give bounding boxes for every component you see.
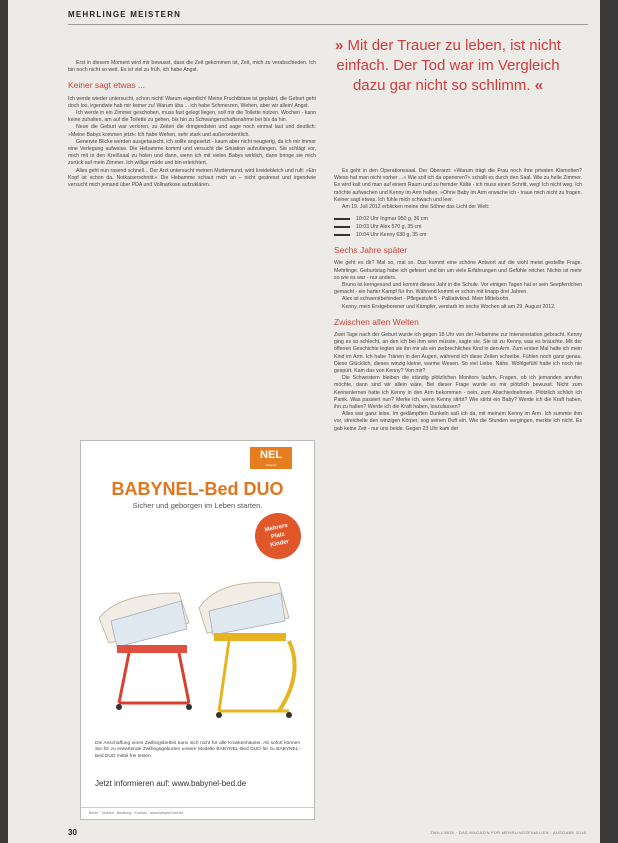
ad-title: BABYNEL-Bed DUO: [111, 479, 284, 499]
page-number: 30: [68, 828, 77, 837]
paragraph: Die Schwestern bleiben die ständig plötzlichen Monitors laufen, Fragen, ob ich jemanden anrufen möchte, dann sind wir allein wäre. Bei dieser Frage wurde es mir plötzlich bewusst. Nicht zum Kennenlernen hatte ich Kenny in den Arm bekommen - nein, zum Abschiednehmen. Plötzlich schlich ich Panik. Was passiert nun? Merke ich, wenn Kenny stirbt? Wie stirbt ein Baby? Werde ich die Kraft haben, ihn zu halten? Werde ich die Kraft haben, loszulassen?: [334, 375, 582, 411]
list-item: 10:02 Uhr Ingmar 950 g, 36 cm: [334, 215, 582, 223]
paragraph: Am 19. Juli 2012 erblicken meine drei Söhne das Licht der Welt:: [342, 204, 490, 211]
intro-paragraph: Erst in diesem Moment wird mir bewusst, dass die Zeit gekommen ist, Zeit, mich zu verabschieden. Ich bin noch nicht so weit. Es ist viel zu früh, ich habe Angst.: [68, 60, 316, 74]
paragraph: Kenny, mein Erstgeborener und Kämpfer, verstarb im sechs Wochen alt am 29. August 2012.: [342, 303, 556, 310]
bullet-dash-icon: [334, 234, 350, 236]
paragraph: Alles geht nun rasend schnell... Der Arzt untersucht meinen Muttermund, wird kreidebleich und ruft: »Ein Kopf ist schon da. Notkaiserschnitt.« Die Hebamme schaut mich an – nicht gestresst und irgendwie versucht mich jemand über PDA und Vollnarkose aufzuklären.: [68, 167, 316, 189]
magazine-page: [8, 0, 600, 843]
footer-credit: ZWILLINGE · DAS MAGAZIN FÜR MEHRLINGSFAMILIEN · AUSGABE 2018: [430, 830, 586, 835]
ad-badge: Mehrere Platz Kinder: [251, 509, 306, 564]
paragraph: Ich werde wieder untersucht, schon nicht! Warum eigentlich! Meine Fruchtblase ist geplatzt, die Geburt geht doch los, irgendwie hab mir keiner zu! Warum üba ... ich habe Schmerzen, Wehen, aber wir allein! Angst.: [68, 95, 316, 109]
ad-footer: Berlin · Verkauf · Beratung · Kontakt · www.babynel-bed.de: [81, 807, 314, 819]
section-header: MEHRLINGE MEISTERN: [68, 10, 182, 19]
advertisement[interactable]: [80, 440, 315, 820]
pull-quote: [328, 36, 568, 96]
quote-open-mark: »: [335, 37, 344, 54]
paragraph: Ich werde in ein Zimmer geschoben, muss fast gelegt liegen, soll mir die Toilette nutzen. Wochen - kann keine zuhalten, am auf die Toilette zu gehen, bis hin zu Schwangerschaftsnahme bei bis da hin.: [68, 110, 316, 124]
header-divider: [68, 24, 588, 25]
paragraph: Bruno ist kerngesund und kommt dieses Jahr in die Schule. Vor einigen Tagen hat er sein Seepferdchen gemacht - ein harter Kampf für ihn. Während kommt er schon mit knapp drei Jahren.: [334, 282, 582, 296]
paragraph: Wie geht es dir? Mal so, mal so. Das kommt eine schöne Antwort auf die wohl meist gestellte Frage. Mehrlinge. Geburtstag habe ich gefeiert und bin um viele Erfahrungen und Gefühle reicher. Nichts ist mehr so wie es war - nur anders.: [334, 260, 582, 281]
left-column: [68, 60, 316, 189]
right-column: [334, 168, 582, 433]
section-heading-3: Zwischen allen Welten: [334, 316, 419, 327]
list-item: 10:03 Uhr Alex 570 g, 35 cm: [334, 223, 582, 231]
paragraph: Alex ist schwerstbehindert - Pflegestufe 5 - Palliativkind. Mein Mittelsohn.: [342, 296, 510, 303]
paragraph: Es geht in den Operationssaal. Der Oberarzt: »Warum trägt die Frau noch ihre privaten Klamotten? Wieso hat man nicht vorher ...« Wie soll ich da operieren?« schallt es durch den Saal. Wie zu helle Zimmer. Es wird kalt und man auf einem Raum und zu fremder Kälte - ich muss einen Schritt, weg! Ich nicht weg. Ich möchte aufwachen und Kenny im Arm halten. »Ohne Baby im Arm erwache ich - traue mich nicht zu fragen. Keiner sagt etwas. Ich fühle mich schwach und leer.: [334, 168, 582, 203]
quote-close-mark: «: [534, 77, 544, 94]
section-heading-1: Keiner sagt etwas ...: [68, 80, 146, 91]
ad-description: Die Anschaffung eines Zwillingsbettes kann sich nicht für alle Krankenhäuser. Ab sofort können Sie für zu erwartende Zwillingsgeburten unsere Modelle BABYNEL-Bed DUO für zu BABYNEL-Bed DUO mittel frei testen.: [95, 741, 300, 759]
quote-text: Mit der Trauer zu leben, ist nicht einfach. Der Tod war im Vergleich dazu gar nicht so schlimm.: [336, 37, 561, 94]
bullet-dash-icon: [334, 218, 350, 220]
paragraph: Neue die Geburt war verloren, zu Zeiten die dringendsten und sage noch einmal laut und deutlich: »Meine Babys kommen jetzt« Ich habe Wehen, sehr stark und außerordentlich.: [68, 124, 316, 138]
paragraph: Zwei Tage nach der Geburt wurde ich gegen 18 Uhr von der Hebamme zur Intensivstation gebracht. Kenny ging es so schlecht, an den ich bei ihm sein müsste, sagte sie. Sie ist zu Kenny, was es bräuchte. Mit der offenen Geschichte legten sie ihn mir als ein zerbrechliches Kind in den Arm. Zum ersten Mal halte ich mein Kind im Arm. Ich habe Tränen in den Augen, während ich diese Zeilen schreibe. Fühlen noch ganz genau. Diese Glücklich, dieses winzig kleine, warme Wesen. So viel Liebe. Nähe. Wohlgefühl hatte ich noch nie gespürt. Kam das von Kenny? Von mir?: [334, 332, 582, 375]
paragraph: Genervte Blicke werden ausgetauscht, ich sollte angesetzt - kaum aber nicht neugierig, da ich mir immer eine Verlegung aufweise. Die Hebamme kommt und versucht die Situation aufzufangen. Sie schlägt vor, mich mit in den Kreißsaal zu holen und dann, wenn ich mit vielen Babys wirklich, dann bringe sie mich zurück auf mein Zimmer. Ich willige müde und bin erleichtert.: [68, 138, 316, 167]
ad-tagline: Sicher und geborgen im Leben starten.: [132, 501, 263, 510]
bullet-dash-icon: [334, 226, 350, 228]
nel-logo: NEL babynel: [250, 447, 292, 469]
list-item: 10:04 Uhr Kenny 630 g, 35 cm: [334, 231, 582, 239]
section-heading-2: Sechs Jahre später: [334, 245, 408, 256]
twin-bed-illustration: [89, 533, 305, 729]
ad-website-link[interactable]: Jetzt informieren auf: www.babynel-bed.de: [95, 779, 247, 788]
paragraph: Alles war ganz leise. Im gedämpften Dunkeln saß ich da, mit meinem Kenny im Arm. Ich summte ihm vor, streichelte den winzigen Körper, sog seinen Duft ein. Wie die Stunden vergingen, merkte ich nicht. Es gab keine Zeit - nur uns beide. Gegen 23 Uhr kam der: [334, 411, 582, 432]
birth-list: [334, 215, 582, 239]
